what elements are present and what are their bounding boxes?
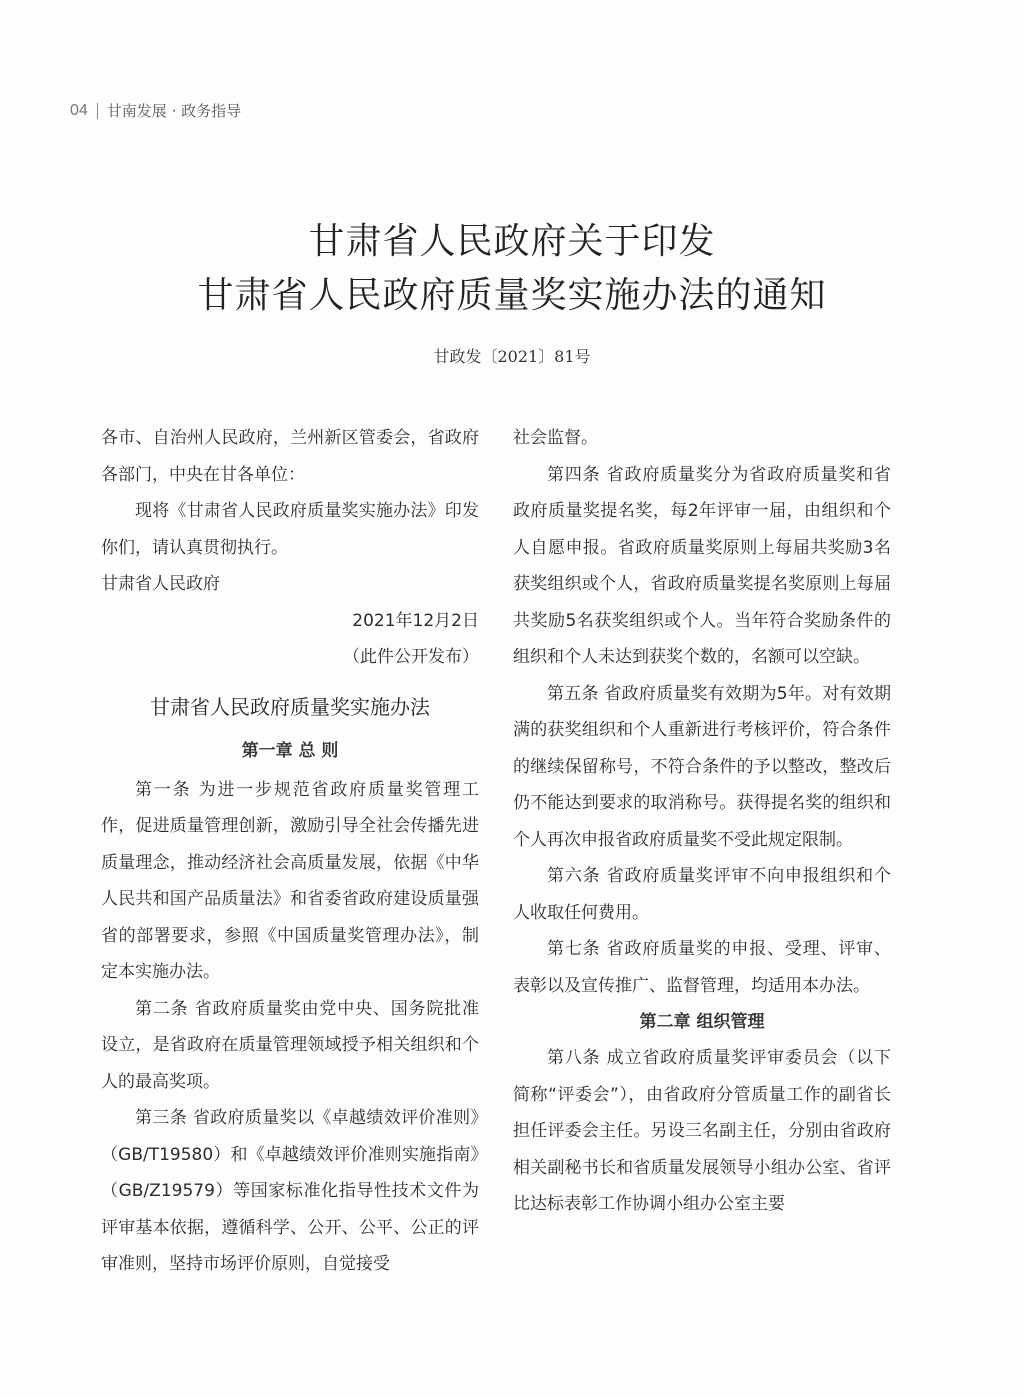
title-line-1: 甘肃省人民政府关于印发	[308, 221, 716, 262]
article-8: 第八条 成立省政府质量奖评审委员会（以下简称“评委会”），由省政府分管质量工作的副省长担任评委会主任。另设三名副主任，分别由省政府相关副秘书长和省质量发展领导小组办公室、省评比达标表彰工作协调小组办公室主要	[513, 1048, 891, 1214]
chapter-2-heading: 第二章 组织管理	[639, 1012, 765, 1032]
title-line-2: 甘肃省人民政府质量奖实施办法的通知	[197, 275, 827, 316]
article-2: 第二条 省政府质量奖由党中央、国务院批准设立，是省政府在质量管理领域授予相关组织和个人的最高奖项。	[101, 998, 479, 1092]
article-5: 第五条 省政府质量奖有效期为5年。对有效期满的获奖组织和个人重新进行考核评价，符合条件的继续保留称号，不符合条件的予以整改，整改后仍不能达到要求的取消称号。获得提名奖的组织和个人再次申报省政府质量奖不受此规定限制。	[513, 683, 891, 850]
right-column	[513, 420, 891, 1223]
chapter-1-heading: 第一章 总 则	[241, 740, 339, 761]
article-6: 第六条 省政府质量奖评审不向申报组织和个人收取任何费用。	[513, 866, 891, 923]
measures-title: 甘肃省人民政府质量奖实施办法	[150, 694, 430, 719]
article-3: 第三条 省政府质量奖以《卓越绩效评价准则》（GB/T19580）和《卓越绩效评价准则实施指南》（GB/Z19579）等国家标准化指导性技术文件为评审基本依据，遵循科学、公开、公平、公正的评审准则，坚持市场评价原则，自觉接受	[101, 1108, 479, 1274]
running-header	[70, 100, 241, 121]
article-3-continued: 社会监督。	[513, 428, 598, 448]
issue-date: 2021年12月2日	[352, 610, 479, 631]
section-name: 甘南发展 · 政务指导	[106, 102, 242, 120]
article-1: 第一条 为进一步规范省政府质量奖管理工作，促进质量管理创新，激励引导全社会传播先进质量理念，推动经济社会高质量发展，依据《中华人民共和国产品质量法》和省委省政府建设质量强省的部署要求，参照《中国质量奖管理办法》，制定本实施办法。	[101, 779, 479, 982]
notice-text: 现将《甘肃省人民政府质量奖实施办法》印发你们，请认真贯彻执行。	[101, 501, 479, 558]
addressee: 各市、自治州人民政府，兰州新区管委会，省政府各部门，中央在甘各单位：	[101, 428, 479, 485]
document-number: 甘政发〔2021〕81号	[433, 347, 591, 366]
document-title	[0, 215, 1024, 323]
header-divider	[97, 103, 98, 119]
article-4: 第四条 省政府质量奖分为省政府质量奖和省政府质量奖提名奖，每2年评审一届，由组织和个人自愿申报。省政府质量奖原则上每届共奖励3名获奖组织或个人，省政府质量奖提名奖原则上每届共奖励5名获奖组织或个人。当年符合奖励条件的组织和个人未达到获奖个数的，名额可以空缺。	[513, 464, 891, 667]
page-number: 04	[70, 101, 88, 119]
issuer: 甘肃省人民政府	[101, 574, 220, 594]
publish-note: （此件公开发布）	[343, 647, 479, 667]
article-7: 第七条 省政府质量奖的申报、受理、评审、表彰以及宣传推广、监督管理，均适用本办法。	[513, 939, 891, 996]
left-column	[101, 420, 479, 1283]
